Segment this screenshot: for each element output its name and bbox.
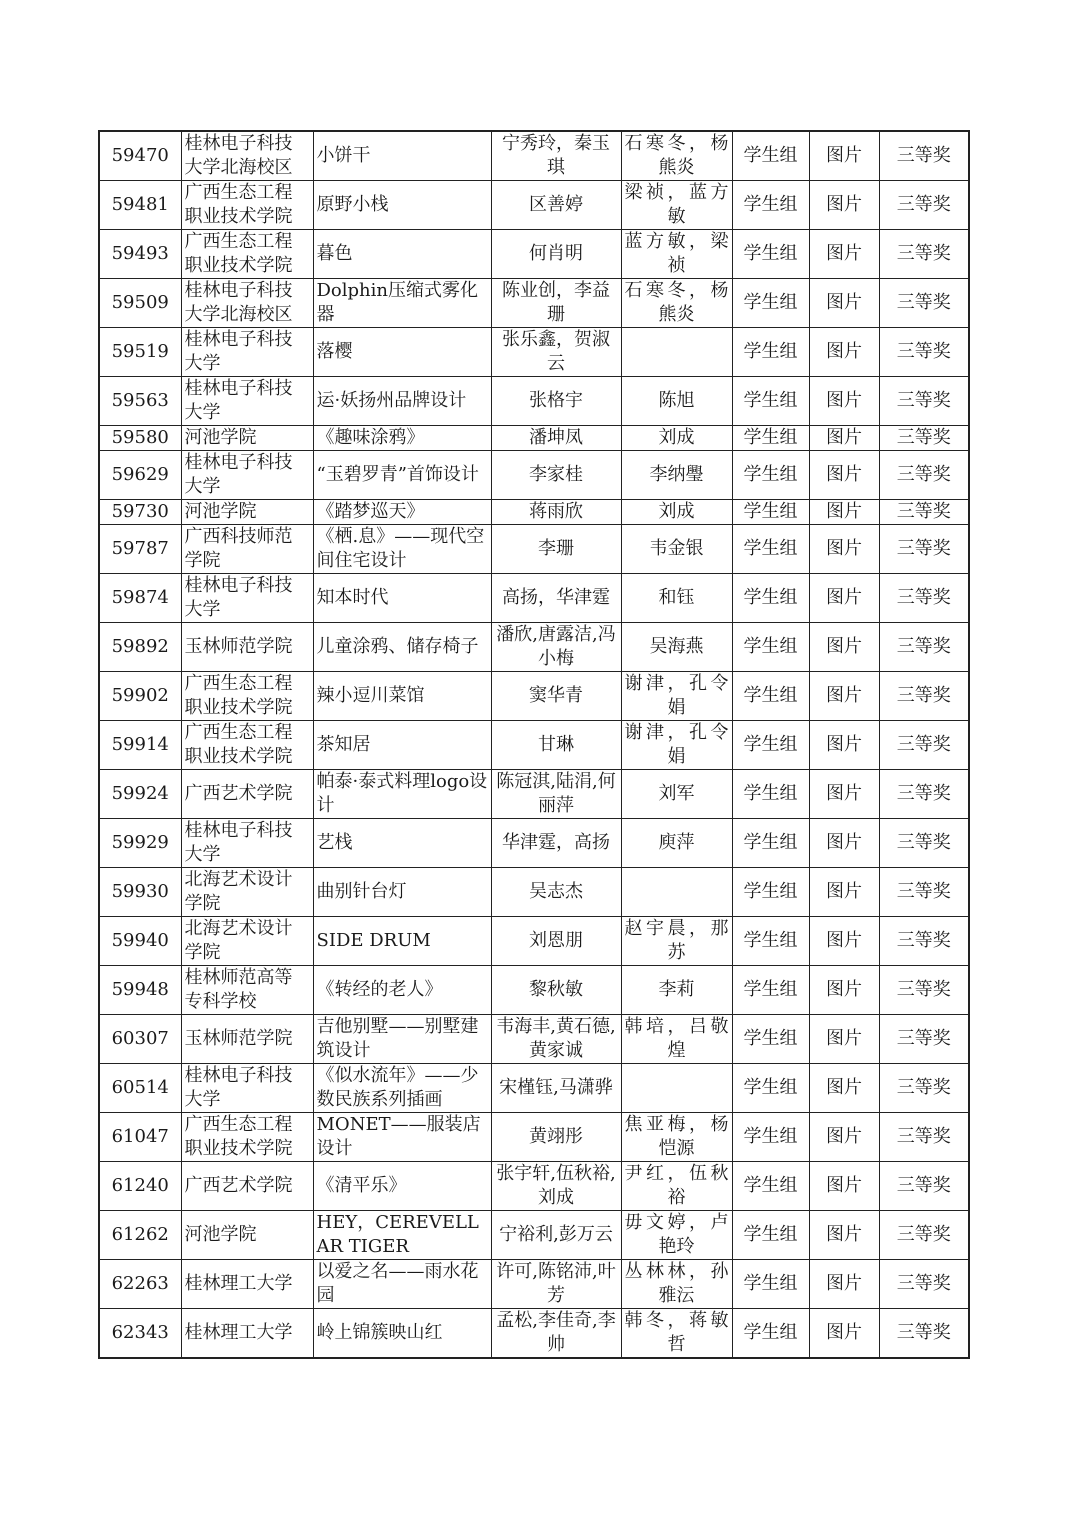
work-title-cell: 艺栈 — [313, 819, 491, 868]
entry-id-cell: 59519 — [99, 328, 181, 377]
group-cell: 学生组 — [732, 500, 809, 525]
entry-id-cell: 59948 — [99, 966, 181, 1015]
table-row — [99, 623, 969, 672]
entry-id-cell: 59787 — [99, 525, 181, 574]
award-level-cell: 三等奖 — [879, 181, 969, 230]
teachers-cell: 石寒冬，杨熊炎 — [621, 279, 732, 328]
award-level-cell: 三等奖 — [879, 1162, 969, 1211]
table-row — [99, 672, 969, 721]
table-row — [99, 500, 969, 525]
award-level-cell: 三等奖 — [879, 966, 969, 1015]
work-type-cell: 图片 — [809, 770, 879, 819]
work-type-cell: 图片 — [809, 819, 879, 868]
work-title-cell: 《清平乐》 — [313, 1162, 491, 1211]
entry-id-cell: 59914 — [99, 721, 181, 770]
table-row — [99, 1309, 969, 1359]
school-name-cell: 桂林电子科技大学 — [181, 819, 313, 868]
entry-id-cell: 59509 — [99, 279, 181, 328]
table-row — [99, 377, 969, 426]
work-title-cell: SIDE DRUM — [313, 917, 491, 966]
work-type-cell: 图片 — [809, 500, 879, 525]
teachers-cell: 赵宇晨，那苏 — [621, 917, 732, 966]
entry-id-cell: 59940 — [99, 917, 181, 966]
school-name-cell: 北海艺术设计学院 — [181, 868, 313, 917]
award-level-cell: 三等奖 — [879, 230, 969, 279]
group-cell: 学生组 — [732, 1113, 809, 1162]
work-type-cell: 图片 — [809, 328, 879, 377]
authors-cell: 潘欣,唐露洁,冯小梅 — [491, 623, 621, 672]
teachers-cell: 李纳璺 — [621, 451, 732, 500]
authors-cell: 张宇轩,伍秋裕,刘成 — [491, 1162, 621, 1211]
work-type-cell: 图片 — [809, 1211, 879, 1260]
work-type-cell: 图片 — [809, 230, 879, 279]
table-row — [99, 1162, 969, 1211]
entry-id-cell: 59470 — [99, 131, 181, 181]
work-title-cell: 儿童涂鸦、储存椅子 — [313, 623, 491, 672]
entry-id-cell: 62263 — [99, 1260, 181, 1309]
work-title-cell: 曲别针台灯 — [313, 868, 491, 917]
work-title-cell: 小饼干 — [313, 131, 491, 181]
school-name-cell: 桂林电子科技大学 — [181, 1064, 313, 1113]
award-level-cell: 三等奖 — [879, 500, 969, 525]
table-row — [99, 426, 969, 451]
teachers-cell: 韩培，吕敬煌 — [621, 1015, 732, 1064]
group-cell: 学生组 — [732, 525, 809, 574]
teachers-cell: 丛林林，孙雅沄 — [621, 1260, 732, 1309]
school-name-cell: 北海艺术设计学院 — [181, 917, 313, 966]
table-row — [99, 131, 969, 181]
work-title-cell: 吉他别墅——别墅建筑设计 — [313, 1015, 491, 1064]
award-level-cell: 三等奖 — [879, 1113, 969, 1162]
teachers-cell: 谢津，孔令娟 — [621, 672, 732, 721]
group-cell: 学生组 — [732, 1211, 809, 1260]
teachers-cell — [621, 328, 732, 377]
entry-id-cell: 59924 — [99, 770, 181, 819]
entry-id-cell: 59493 — [99, 230, 181, 279]
work-title-cell: MONET——服装店设计 — [313, 1113, 491, 1162]
work-type-cell: 图片 — [809, 525, 879, 574]
group-cell: 学生组 — [732, 1162, 809, 1211]
authors-cell: 陈业创，李益珊 — [491, 279, 621, 328]
teachers-cell: 吴海燕 — [621, 623, 732, 672]
table-row — [99, 1064, 969, 1113]
work-type-cell: 图片 — [809, 623, 879, 672]
award-level-cell: 三等奖 — [879, 525, 969, 574]
table-row — [99, 451, 969, 500]
entry-id-cell: 60307 — [99, 1015, 181, 1064]
authors-cell: 窦华青 — [491, 672, 621, 721]
school-name-cell: 桂林理工大学 — [181, 1260, 313, 1309]
award-level-cell: 三等奖 — [879, 426, 969, 451]
table-row — [99, 1015, 969, 1064]
authors-cell: 宁裕利,彭万云 — [491, 1211, 621, 1260]
work-type-cell: 图片 — [809, 574, 879, 623]
school-name-cell: 广西艺术学院 — [181, 1162, 313, 1211]
teachers-cell: 梁祯，蓝方敏 — [621, 181, 732, 230]
teachers-cell: 陈旭 — [621, 377, 732, 426]
teachers-cell: 蓝方敏，梁祯 — [621, 230, 732, 279]
entry-id-cell: 59481 — [99, 181, 181, 230]
work-type-cell: 图片 — [809, 721, 879, 770]
teachers-cell: 尹红，伍秋裕 — [621, 1162, 732, 1211]
award-level-cell: 三等奖 — [879, 328, 969, 377]
work-type-cell: 图片 — [809, 426, 879, 451]
authors-cell: 孟松,李佳奇,李帅 — [491, 1309, 621, 1359]
table-row — [99, 868, 969, 917]
table-row — [99, 770, 969, 819]
work-title-cell: HEY，CEREVELLAR TIGER — [313, 1211, 491, 1260]
entry-id-cell: 61262 — [99, 1211, 181, 1260]
group-cell: 学生组 — [732, 426, 809, 451]
school-name-cell: 广西艺术学院 — [181, 770, 313, 819]
award-level-cell: 三等奖 — [879, 917, 969, 966]
teachers-cell: 石寒冬，杨熊炎 — [621, 131, 732, 181]
table-row — [99, 819, 969, 868]
teachers-cell: 刘成 — [621, 426, 732, 451]
entry-id-cell: 59874 — [99, 574, 181, 623]
work-title-cell: 以爱之名——雨水花园 — [313, 1260, 491, 1309]
group-cell: 学生组 — [732, 672, 809, 721]
authors-cell: 黎秋敏 — [491, 966, 621, 1015]
group-cell: 学生组 — [732, 181, 809, 230]
work-type-cell: 图片 — [809, 672, 879, 721]
school-name-cell: 桂林电子科技大学北海校区 — [181, 131, 313, 181]
group-cell: 学生组 — [732, 1260, 809, 1309]
work-type-cell: 图片 — [809, 279, 879, 328]
table-row — [99, 917, 969, 966]
authors-cell: 黄翊彤 — [491, 1113, 621, 1162]
authors-cell: 李珊 — [491, 525, 621, 574]
school-name-cell: 广西科技师范学院 — [181, 525, 313, 574]
authors-cell: 韦海丰,黄石德,黄家诚 — [491, 1015, 621, 1064]
group-cell: 学生组 — [732, 131, 809, 181]
school-name-cell: 桂林电子科技大学 — [181, 328, 313, 377]
award-level-cell: 三等奖 — [879, 377, 969, 426]
authors-cell: 陈冠淇,陆涓,何丽萍 — [491, 770, 621, 819]
award-level-cell: 三等奖 — [879, 1309, 969, 1359]
school-name-cell: 河池学院 — [181, 426, 313, 451]
table-row — [99, 181, 969, 230]
entry-id-cell: 59929 — [99, 819, 181, 868]
authors-cell: 高扬，华津霆 — [491, 574, 621, 623]
work-type-cell: 图片 — [809, 1162, 879, 1211]
authors-cell: 何肖明 — [491, 230, 621, 279]
teachers-cell: 韩冬，蒋敏哲 — [621, 1309, 732, 1359]
work-title-cell: 茶知居 — [313, 721, 491, 770]
work-type-cell: 图片 — [809, 131, 879, 181]
school-name-cell: 桂林电子科技大学 — [181, 377, 313, 426]
work-title-cell: 原野小栈 — [313, 181, 491, 230]
table-row — [99, 966, 969, 1015]
work-type-cell: 图片 — [809, 1064, 879, 1113]
award-level-cell: 三等奖 — [879, 451, 969, 500]
work-type-cell: 图片 — [809, 966, 879, 1015]
work-title-cell: Dolphin压缩式雾化器 — [313, 279, 491, 328]
group-cell: 学生组 — [732, 328, 809, 377]
group-cell: 学生组 — [732, 1064, 809, 1113]
work-title-cell: 《似水流年》——少数民族系列插画 — [313, 1064, 491, 1113]
group-cell: 学生组 — [732, 966, 809, 1015]
work-type-cell: 图片 — [809, 451, 879, 500]
work-title-cell: 暮色 — [313, 230, 491, 279]
entry-id-cell: 59892 — [99, 623, 181, 672]
entry-id-cell: 61047 — [99, 1113, 181, 1162]
table-row — [99, 230, 969, 279]
work-title-cell: 运·妖扬州品牌设计 — [313, 377, 491, 426]
school-name-cell: 桂林师范高等专科学校 — [181, 966, 313, 1015]
teachers-cell — [621, 868, 732, 917]
school-name-cell: 河池学院 — [181, 500, 313, 525]
work-title-cell: 《栖.息》——现代空间住宅设计 — [313, 525, 491, 574]
school-name-cell: 广西生态工程职业技术学院 — [181, 230, 313, 279]
work-type-cell: 图片 — [809, 1260, 879, 1309]
award-level-cell: 三等奖 — [879, 1064, 969, 1113]
group-cell: 学生组 — [732, 917, 809, 966]
award-level-cell: 三等奖 — [879, 1015, 969, 1064]
entry-id-cell: 59563 — [99, 377, 181, 426]
work-type-cell: 图片 — [809, 868, 879, 917]
teachers-cell: 刘成 — [621, 500, 732, 525]
award-level-cell: 三等奖 — [879, 819, 969, 868]
entry-id-cell: 59730 — [99, 500, 181, 525]
teachers-cell: 毋文婷，卢艳玲 — [621, 1211, 732, 1260]
work-title-cell: 知本时代 — [313, 574, 491, 623]
teachers-cell: 焦亚梅，杨恺源 — [621, 1113, 732, 1162]
table-row — [99, 721, 969, 770]
teachers-cell: 韦金银 — [621, 525, 732, 574]
work-title-cell: 《转经的老人》 — [313, 966, 491, 1015]
authors-cell: 李家桂 — [491, 451, 621, 500]
authors-cell: 宋槿钰,马潇骅 — [491, 1064, 621, 1113]
group-cell: 学生组 — [732, 819, 809, 868]
work-title-cell: 落樱 — [313, 328, 491, 377]
work-title-cell: 辣小逗川菜馆 — [313, 672, 491, 721]
entry-id-cell: 59902 — [99, 672, 181, 721]
table-row — [99, 525, 969, 574]
school-name-cell: 桂林电子科技大学北海校区 — [181, 279, 313, 328]
school-name-cell: 广西生态工程职业技术学院 — [181, 181, 313, 230]
table-row — [99, 1211, 969, 1260]
group-cell: 学生组 — [732, 623, 809, 672]
work-title-cell: 岭上锦簇映山红 — [313, 1309, 491, 1359]
school-name-cell: 桂林电子科技大学 — [181, 451, 313, 500]
authors-cell: 区善婷 — [491, 181, 621, 230]
table-row — [99, 279, 969, 328]
authors-cell: 许可,陈铭沛,叶芳 — [491, 1260, 621, 1309]
school-name-cell: 桂林电子科技大学 — [181, 574, 313, 623]
work-type-cell: 图片 — [809, 1015, 879, 1064]
group-cell: 学生组 — [732, 451, 809, 500]
group-cell: 学生组 — [732, 721, 809, 770]
award-level-cell: 三等奖 — [879, 672, 969, 721]
authors-cell: 潘坤凤 — [491, 426, 621, 451]
group-cell: 学生组 — [732, 1309, 809, 1359]
table-row — [99, 1260, 969, 1309]
authors-cell: 吴志杰 — [491, 868, 621, 917]
award-table — [98, 130, 970, 1359]
teachers-cell: 和钰 — [621, 574, 732, 623]
group-cell: 学生组 — [732, 230, 809, 279]
group-cell: 学生组 — [732, 868, 809, 917]
group-cell: 学生组 — [732, 770, 809, 819]
entry-id-cell: 62343 — [99, 1309, 181, 1359]
award-level-cell: 三等奖 — [879, 1260, 969, 1309]
school-name-cell: 河池学院 — [181, 1211, 313, 1260]
award-level-cell: 三等奖 — [879, 770, 969, 819]
work-title-cell: 《踏梦巡天》 — [313, 500, 491, 525]
table-row — [99, 328, 969, 377]
authors-cell: 甘琳 — [491, 721, 621, 770]
work-title-cell: 帕泰·泰式料理logo设计 — [313, 770, 491, 819]
award-level-cell: 三等奖 — [879, 131, 969, 181]
school-name-cell: 广西生态工程职业技术学院 — [181, 672, 313, 721]
school-name-cell: 广西生态工程职业技术学院 — [181, 1113, 313, 1162]
group-cell: 学生组 — [732, 1015, 809, 1064]
work-type-cell: 图片 — [809, 1113, 879, 1162]
award-level-cell: 三等奖 — [879, 279, 969, 328]
group-cell: 学生组 — [732, 279, 809, 328]
group-cell: 学生组 — [732, 574, 809, 623]
teachers-cell: 刘军 — [621, 770, 732, 819]
school-name-cell: 广西生态工程职业技术学院 — [181, 721, 313, 770]
school-name-cell: 玉林师范学院 — [181, 1015, 313, 1064]
authors-cell: 宁秀玲，秦玉琪 — [491, 131, 621, 181]
table-row — [99, 1113, 969, 1162]
work-title-cell: 《趣味涂鸦》 — [313, 426, 491, 451]
teachers-cell — [621, 1064, 732, 1113]
group-cell: 学生组 — [732, 377, 809, 426]
award-level-cell: 三等奖 — [879, 868, 969, 917]
award-level-cell: 三等奖 — [879, 721, 969, 770]
award-level-cell: 三等奖 — [879, 574, 969, 623]
work-type-cell: 图片 — [809, 1309, 879, 1359]
work-type-cell: 图片 — [809, 181, 879, 230]
authors-cell: 张乐鑫，贺淑云 — [491, 328, 621, 377]
authors-cell: 蒋雨欣 — [491, 500, 621, 525]
entry-id-cell: 59629 — [99, 451, 181, 500]
work-type-cell: 图片 — [809, 917, 879, 966]
teachers-cell: 庾萍 — [621, 819, 732, 868]
entry-id-cell: 59930 — [99, 868, 181, 917]
school-name-cell: 玉林师范学院 — [181, 623, 313, 672]
table-row — [99, 574, 969, 623]
work-title-cell: “玉碧罗青”首饰设计 — [313, 451, 491, 500]
entry-id-cell: 60514 — [99, 1064, 181, 1113]
authors-cell: 华津霆，高扬 — [491, 819, 621, 868]
award-level-cell: 三等奖 — [879, 1211, 969, 1260]
award-table-body — [99, 131, 969, 1358]
entry-id-cell: 59580 — [99, 426, 181, 451]
teachers-cell: 李莉 — [621, 966, 732, 1015]
authors-cell: 张格宇 — [491, 377, 621, 426]
work-type-cell: 图片 — [809, 377, 879, 426]
authors-cell: 刘恩朋 — [491, 917, 621, 966]
entry-id-cell: 61240 — [99, 1162, 181, 1211]
teachers-cell: 谢津，孔令娟 — [621, 721, 732, 770]
school-name-cell: 桂林理工大学 — [181, 1309, 313, 1359]
award-level-cell: 三等奖 — [879, 623, 969, 672]
